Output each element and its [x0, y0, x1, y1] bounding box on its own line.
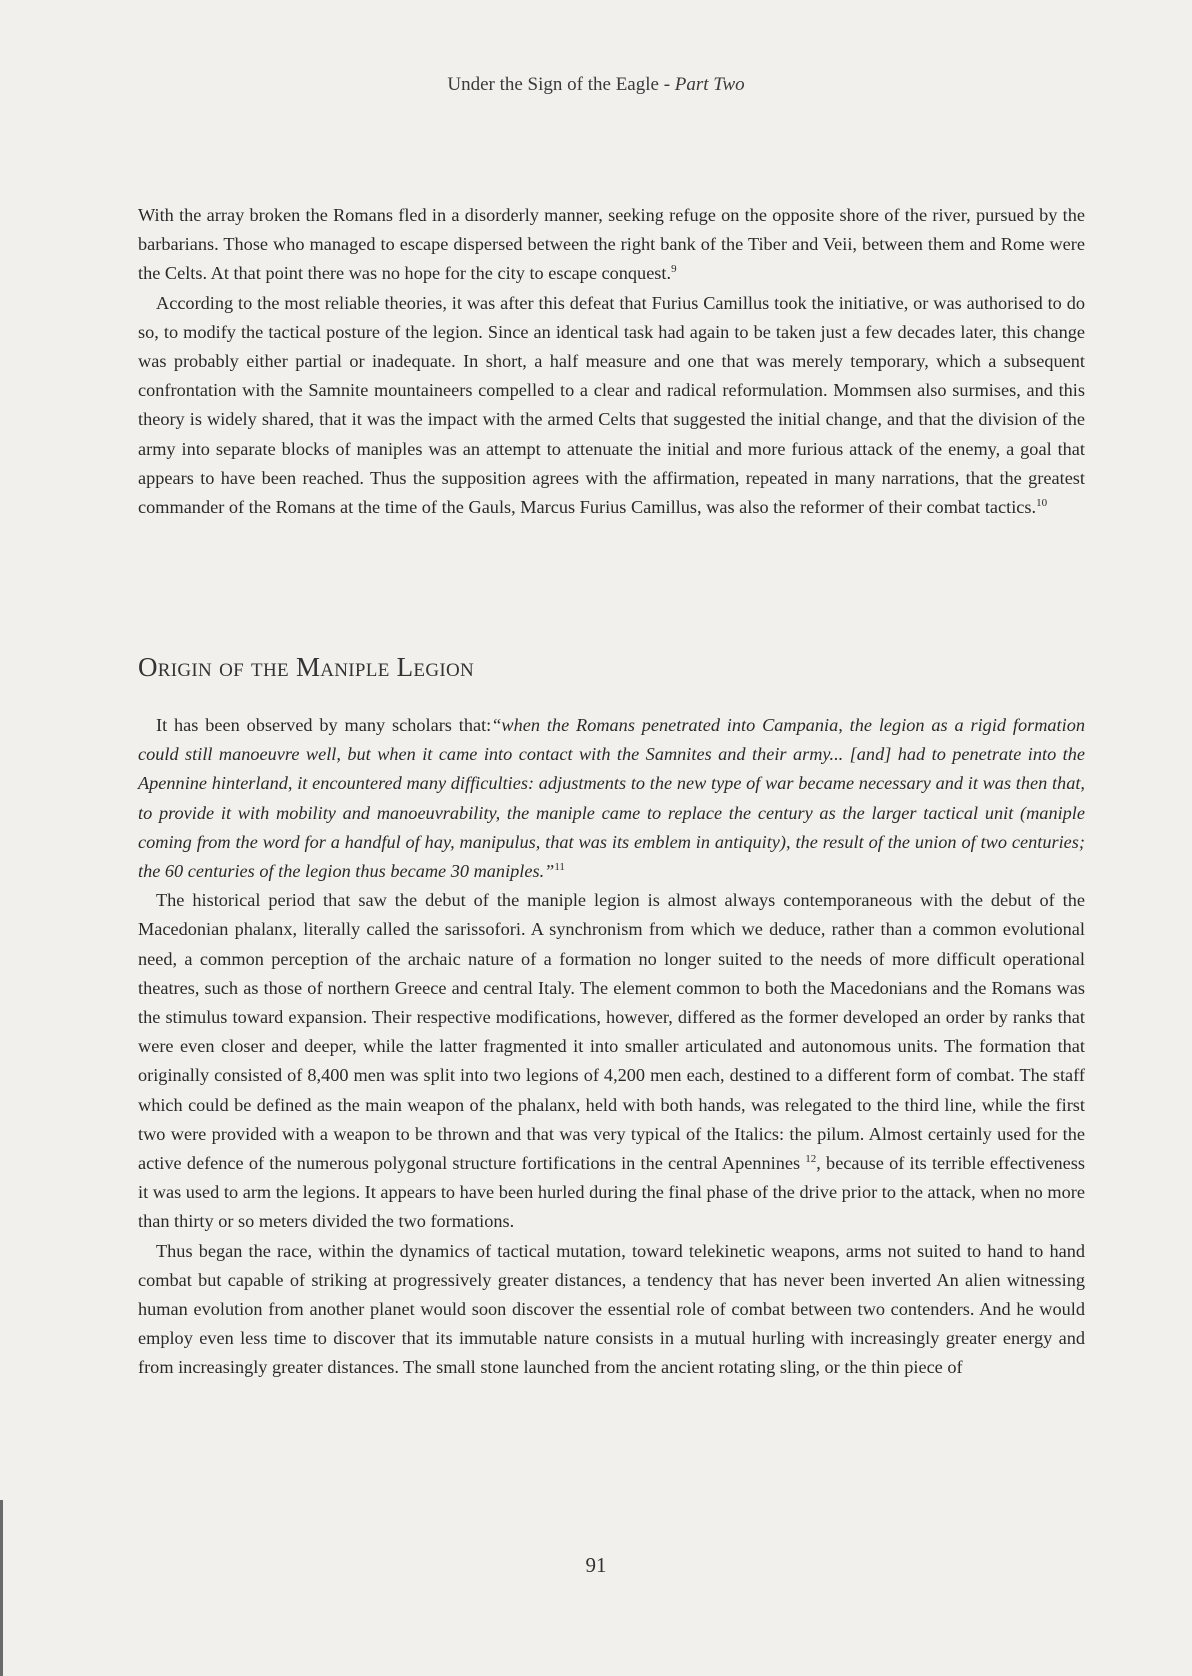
footnote-ref: 12	[805, 1152, 817, 1165]
paragraph-text: With the array broken the Romans fled in a disorderly manner, seeking refuge on the opposite shore of the river, pursued by the barbarians. Those who managed to escape dispersed between the right bank of the Tiber and Veii, between them and Rome were the Celts. At that point there was no hope for the city to escape conquest.	[138, 205, 1085, 284]
paragraph-text: Thus began the race, within the dynamics of tactical mutation, toward telekinetic weapons, arms not suited to hand to hand combat but capable of striking at progressively greater distances, a tendency that has never been inverted An alien witnessing human evolution from another planet would soon discover the essential role of combat between two contenders. And he would employ even less time to discover that its immutable nature consists in a mutual hurling with increasingly greater energy and from increasingly greater distances. The small stone launched from the ancient rotating sling, or the thin piece of	[138, 1240, 1085, 1378]
paragraph-text: , because of its terrible effectiveness it was used to arm the legions. It appears to have been hurled during the final phase of the drive prior to the attack, when no more than thirty or so meters divided the two formations.	[138, 1153, 1086, 1232]
paragraph	[138, 886, 1085, 1236]
footnote-ref: 10	[1036, 496, 1048, 509]
part-label: Part Two	[674, 74, 745, 95]
block-quote-text: “when the Romans penetrated into Campania, the legion as a rigid formation could still manoeuvre well, but when it came into contact with the Samnites and their army... [and] had to penetrate into the Apennine hinterland, it encountered many difficulties: adjustments to the new type of war became necessary and it was then that, to provide it with mobility and manoeuvrability, the maniple came to replace the century as the larger tactical unit (maniple coming from the word for a handful of hay, manipulus, that was its emblem in antiquity), the result of the union of two centuries; the 60 centuries of the legion thus became 30 maniples.”	[138, 715, 1085, 882]
section-heading: Origin of the Maniple Legion	[138, 652, 475, 682]
paragraph	[138, 1237, 1085, 1383]
book-title: Under the Sign of the Eagle	[447, 74, 659, 95]
footnote-ref: 11	[554, 860, 565, 873]
paragraph-text: According to the most reliable theories, it was after this defeat that Furius Camillus took the initiative, or was authorised to do so, to modify the tactical posture of the legion. Since an identical task had again to be taken just a few decades later, this change was probably either partial or inadequate. In short, a half measure and one that was merely temporary, which a subsequent confrontation with the Samnite mountaineers compelled to a clear and radical reformulation. Mommsen also surmises, and this theory is widely shared, that it was the impact with the armed Celts that suggested the initial change, and that the division of the army into separate blocks of maniples was an attempt to attenuate the initial and more furious attack of the enemy, a goal that appears to have been reached. Thus the supposition agrees with the affirmation, repeated in many narrations, that the greatest commander of the Romans at the time of the Gauls, Marcus Furius Camillus, was also the reformer of their combat tactics.	[138, 292, 1085, 518]
section-one-body	[138, 201, 1085, 522]
page-number: 91	[585, 1553, 607, 1577]
paragraph	[138, 201, 1085, 289]
title-separator: -	[663, 74, 671, 95]
section-two-body	[138, 711, 1085, 1383]
footnote-ref: 9	[671, 263, 677, 276]
paragraph-text: The historical period that saw the debut of the maniple legion is almost always contemporaneous with the debut of the Macedonian phalanx, literally called the sarissofori. A synchronism from which we deduce, rather than a common evolutional need, a common perception of the archaic nature of a formation no longer suited to the needs of more difficult operational theatres, such as those of northern Greece and central Italy. The element common to both the Macedonians and the Romans was the stimulus toward expansion. Their respective modifications, however, differed as the former developed an order by ranks that were even closer and deeper, while the latter fragmented it into smaller articulated and autonomous units. The formation that originally consisted of 8,400 men was split into two legions of 4,200 men each, destined to a different form of combat. The staff which could be defined as the main weapon of the phalanx, held with both hands, was relegated to the third line, while the first two were provided with a weapon to be thrown and that was very typical of the Italics: the pilum. Almost certainly used for the active defence of the numerous polygonal structure fortifications in the central Apennines	[138, 890, 1085, 1174]
paragraph	[138, 289, 1085, 523]
binding-edge	[0, 1500, 3, 1676]
running-head	[0, 74, 1192, 96]
paragraph-text: It has been observed by many scholars that:	[156, 715, 492, 735]
paragraph	[138, 711, 1085, 886]
